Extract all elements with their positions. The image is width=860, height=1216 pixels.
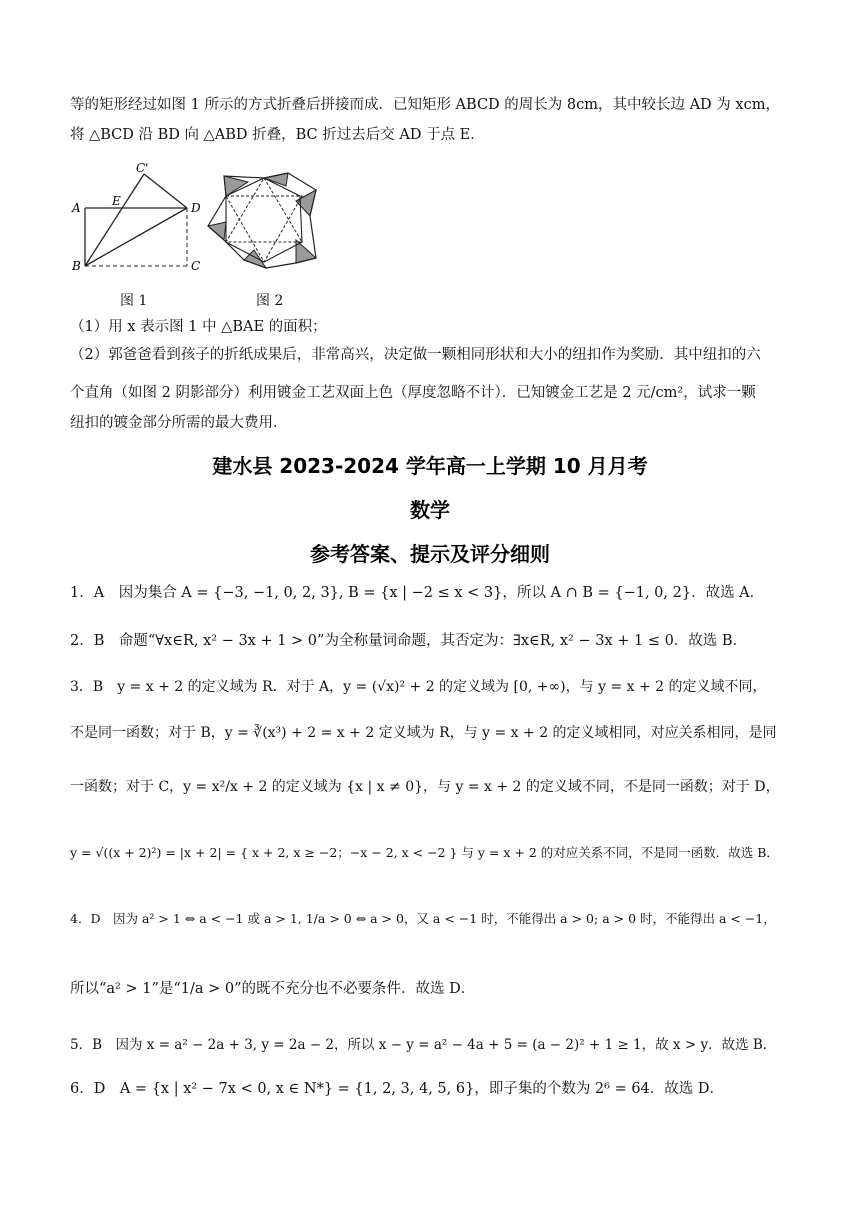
answer-6: 6．D A = {x | x² − 7x < 0, x ∈ N*} = {1, 2, 3, 4, 5, 6}，即子集的个数为 2⁶ = 64．故选 D． (70, 1081, 725, 1097)
label-E: E (112, 194, 121, 208)
label-D: D (191, 201, 201, 215)
problem-part-2-line-3: 纽扣的镀金部分所需的最大费用． (70, 415, 288, 431)
problem-line-2: 将 △BCD 沿 BD 向 △ABD 折叠，BC 折过去后交 AD 于点 E． (70, 127, 485, 143)
answer-title: 建水县 2023-2024 学年高一上学期 10 月月考 (212, 454, 648, 478)
answer-3-line-2: 不是同一函数；对于 B，y = ∛(x³) + 2 = x + 2 定义域为 R，与 y = x + 2 的定义域相同，对应关系相同，是同 (70, 725, 777, 741)
label-A: A (72, 201, 81, 215)
figure-2-caption: 图 2 (256, 293, 284, 309)
answer-4-line-1: 4．D 因为 a² > 1 ⇔ a < −1 或 a > 1, 1/a > 0 ⇔ a > 0，又 a < −1 时，不能得出 a > 0; a > 0 时，不能得出 a < −1， (70, 911, 776, 926)
figure-1-folded-rectangle (62, 158, 212, 278)
answer-subtitle: 参考答案、提示及评分细则 (310, 542, 550, 566)
figure-1-caption: 图 1 (120, 293, 148, 309)
answer-3-line-4: y = √((x + 2)²) = |x + 2| = { x + 2, x ≥ −2；−x − 2, x < −2 } 与 y = x + 2 的对应关系不同，不是同一函数．故选 B． (70, 845, 779, 860)
answer-2: 2．B 命题“∀x∈R, x² − 3x + 1 > 0”为全称量词命题，其否定为：∃x∈R, x² − 3x + 1 ≤ 0．故选 B． (70, 633, 748, 649)
label-C-prime: C' (136, 161, 149, 175)
answer-5: 5．B 因为 x = a² − 2a + 3, y = 2a − 2，所以 x − y = a² − 4a + 5 = (a − 2)² + 1 ≥ 1，故 x > y．故选 B． (70, 1037, 777, 1053)
answer-4-line-2: 所以“a² > 1”是“1/a > 0”的既不充分也不必要条件．故选 D． (70, 981, 476, 997)
label-C: C (191, 259, 201, 273)
problem-line-1: 等的矩形经过如图 1 所示的方式折叠后拼接而成．已知矩形 ABCD 的周长为 8cm，其中较长边 AD 为 xcm， (70, 97, 780, 113)
problem-part-2-line-1: （2）郭爸爸看到孩子的折纸成果后，非常高兴，决定做一颗相同形状和大小的纽扣作为奖励．其中纽扣的六 (70, 347, 761, 363)
problem-part-2-line-2: 个直角（如图 2 阴影部分）利用镀金工艺双面上色（厚度忽略不计）．已知镀金工艺是 2 元/cm²，试求一颗 (70, 385, 756, 401)
answer-3-line-1: 3．B y = x + 2 的定义域为 R．对于 A，y = (√x)² + 2 的定义域为 [0, +∞)，与 y = x + 2 的定义域不同， (70, 679, 767, 695)
figure-2-button-star (204, 168, 334, 270)
problem-part-1: （1）用 x 表示图 1 中 △BAE 的面积； (70, 319, 327, 335)
label-B: B (72, 259, 81, 273)
answer-subject: 数学 (410, 498, 450, 522)
answer-3-line-3: 一函数；对于 C，y = x²/x + 2 的定义域为 {x | x ≠ 0}，与 y = x + 2 的定义域不同，不是同一函数；对于 D， (70, 779, 780, 795)
answer-1: 1．A 因为集合 A = {−3, −1, 0, 2, 3}, B = {x | −2 ≤ x < 3}，所以 A ∩ B = {−1, 0, 2}．故选 A． (70, 585, 765, 601)
